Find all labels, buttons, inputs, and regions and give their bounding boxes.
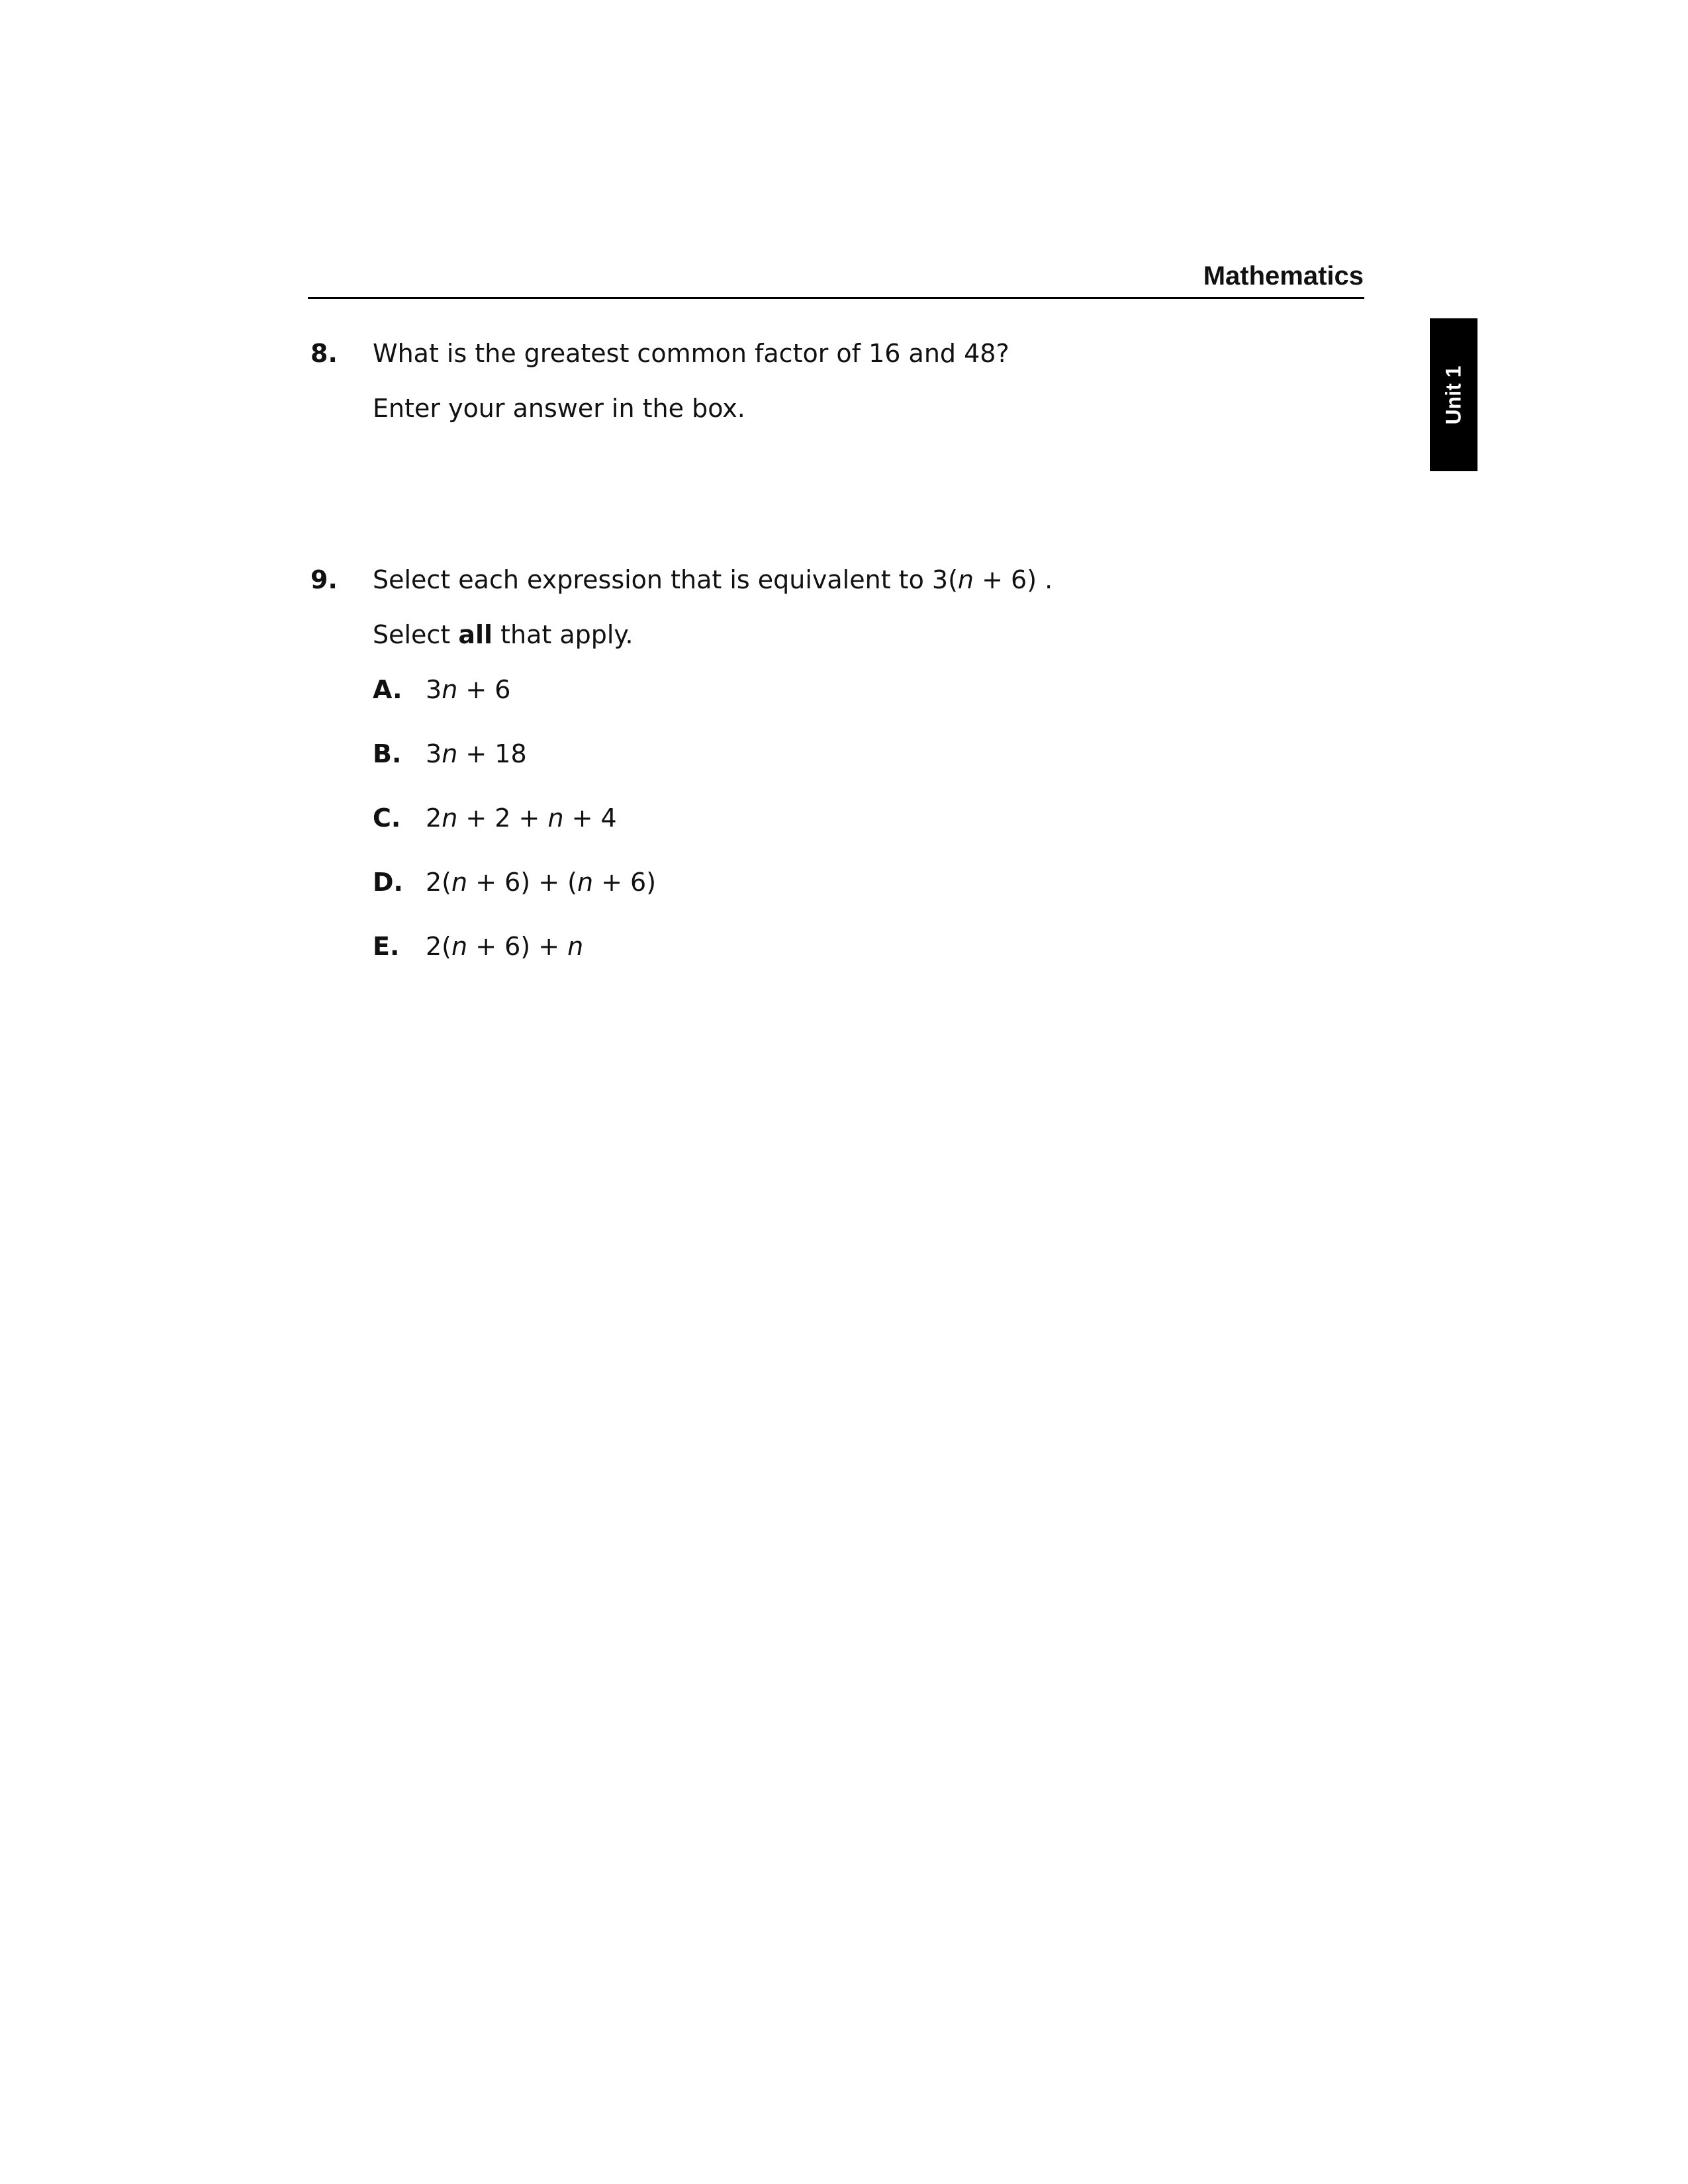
- question-9-number: 9.: [310, 565, 338, 594]
- header-divider: [308, 297, 1364, 299]
- question-9-prompt-expr-1: 3(: [931, 565, 958, 594]
- question-8-instruction: Enter your answer in the box.: [373, 394, 745, 423]
- option-c-letter[interactable]: C.: [373, 803, 401, 833]
- question-9-prompt-var: n: [957, 565, 974, 594]
- section-title: Mathematics: [1203, 261, 1364, 291]
- question-9-prompt-end: .: [1045, 565, 1053, 594]
- option-b-letter[interactable]: B.: [373, 739, 402, 768]
- question-9-instruction-post: that apply.: [492, 620, 633, 649]
- question-9-instruction-bold: all: [458, 620, 493, 649]
- option-b-expression[interactable]: 3n + 18: [426, 739, 527, 768]
- question-8-number: 8.: [310, 339, 338, 368]
- unit-tab: [1430, 318, 1477, 471]
- option-a-letter[interactable]: A.: [373, 675, 402, 704]
- option-e-expression[interactable]: 2(n + 6) + n: [426, 932, 584, 961]
- question-9-prompt-text: Select each expression that is equivalent to: [373, 565, 932, 594]
- question-9-instruction: [373, 619, 633, 650]
- option-a-expression[interactable]: 3n + 6: [426, 675, 511, 704]
- option-d-letter[interactable]: D.: [373, 868, 403, 897]
- question-9-prompt-expr-2: + 6): [974, 565, 1037, 594]
- question-9-prompt: [373, 565, 1053, 595]
- option-c-expression[interactable]: 2n + 2 + n + 4: [426, 803, 617, 833]
- question-9-instruction-pre: Select: [373, 620, 459, 649]
- question-8-prompt: What is the greatest common factor of 16 and 48?: [373, 339, 1009, 368]
- unit-tab-label: Unit 1: [1441, 365, 1466, 424]
- option-d-expression[interactable]: 2(n + 6) + (n + 6): [426, 868, 657, 897]
- option-e-letter[interactable]: E.: [373, 932, 400, 961]
